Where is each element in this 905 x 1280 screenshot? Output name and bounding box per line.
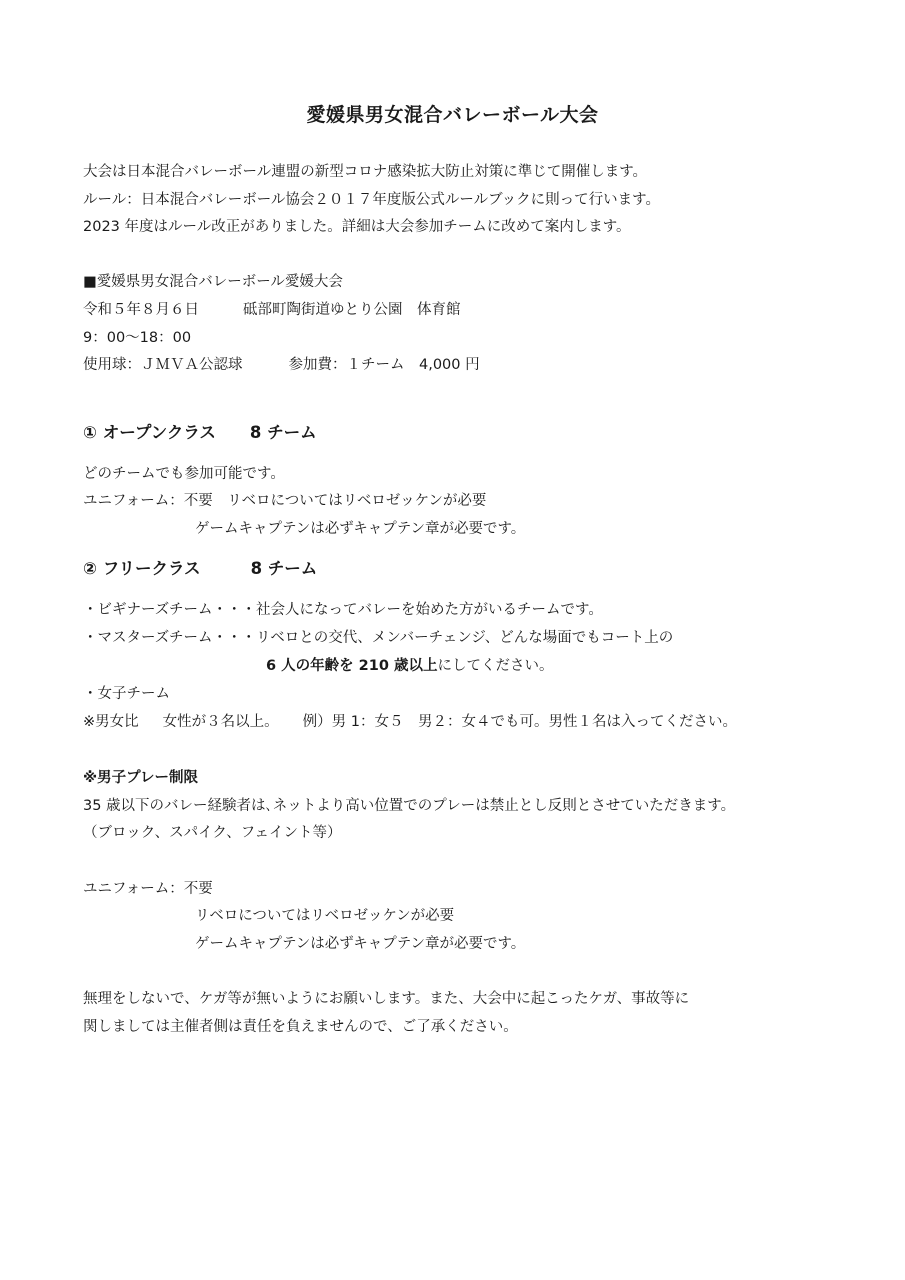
event-fee: 参加費：１チーム 4,000 円 (288, 357, 480, 373)
closing-line-1: 無理をしないで、ケガ等が無いようにお願いします。また、大会中に起こったケガ、事故等に (83, 991, 690, 1007)
event-heading: ■愛媛県男女混合バレーボール愛媛大会 (83, 274, 343, 290)
event-date: 令和５年８月６日 (83, 302, 199, 318)
intro-line-1: 大会は日本混合バレーボール連盟の新型コロナ感染拡大防止対策に準じて開催します。 (83, 164, 648, 180)
event-time: 9：00～18：00 (83, 330, 192, 346)
free-class-ratio (83, 712, 737, 732)
free-class-beginners: ・ビギナーズチーム・・・社会人になってバレーを始めた方がいるチームです。 (83, 602, 603, 618)
free-class-teams: 8 チーム (250, 559, 318, 578)
event-date-venue (83, 300, 461, 320)
open-class-heading (83, 423, 317, 443)
ratio-label: ※男女比 (83, 714, 139, 730)
ratio-text: 女性が３名以上。 (162, 714, 279, 730)
open-class-uniform: ユニフォーム：不要 リベロについてはリベロゼッケンが必要 (83, 493, 487, 509)
uniform-captain: ゲームキャプテンは必ずキャプテン章が必要です。 (195, 936, 526, 952)
open-class-captain: ゲームキャプテンは必ずキャプテン章が必要です。 (195, 521, 526, 537)
intro-line-2: ルール：日本混合バレーボール協会２０１７年度版公式ルールブックに則って行います。 (83, 192, 660, 208)
open-class-title: ① オープンクラス (83, 423, 216, 442)
closing-line-2: 関しましては主催者側は責任を負えませんので、ご了承ください。 (83, 1019, 518, 1035)
free-class-masters-cont (266, 656, 554, 676)
event-ball: 使用球：ＪＭＶＡ公認球 (83, 357, 243, 373)
free-class-masters: ・マスターズチーム・・・リベロとの交代、メンバーチェンジ、どんな場面でもコート上の (83, 630, 674, 646)
document-title: 愛媛県男女混合バレーボール大会 (306, 104, 599, 126)
uniform-libero: リベロについてはリベロゼッケンが必要 (195, 908, 455, 924)
open-class-teams: 8 チーム (249, 423, 317, 442)
ratio-example: 例）男 1：女５ 男２：女４でも可。男性１名は入ってください。 (302, 714, 737, 730)
male-restriction-heading: ※男子プレー制限 (83, 770, 199, 786)
masters-age-rule: 6 人の年齢を 210 歳以上 (266, 658, 438, 674)
masters-age-rule-rest: にしてください。 (437, 658, 554, 674)
free-class-title: ② フリークラス (83, 559, 201, 578)
male-restriction-text: 35 歳以下のバレー経験者は､ネットより高い位置でのプレーは禁止とし反則とさせていただきます。 (83, 798, 736, 814)
free-class-women: ・女子チーム (83, 686, 170, 702)
uniform-label: ユニフォーム：不要 (83, 881, 213, 897)
open-class-desc: どのチームでも参加可能です。 (83, 466, 285, 482)
male-restriction-examples: （ブロック、スパイク、フェイント等） (83, 825, 342, 841)
free-class-heading (83, 559, 317, 579)
intro-line-3: 2023 年度はルール改正がありました。詳細は大会参加チームに改めて案内します。 (83, 219, 631, 235)
event-venue: 砥部町陶街道ゆとり公園 体育館 (243, 302, 461, 318)
event-ball-fee (83, 355, 480, 375)
